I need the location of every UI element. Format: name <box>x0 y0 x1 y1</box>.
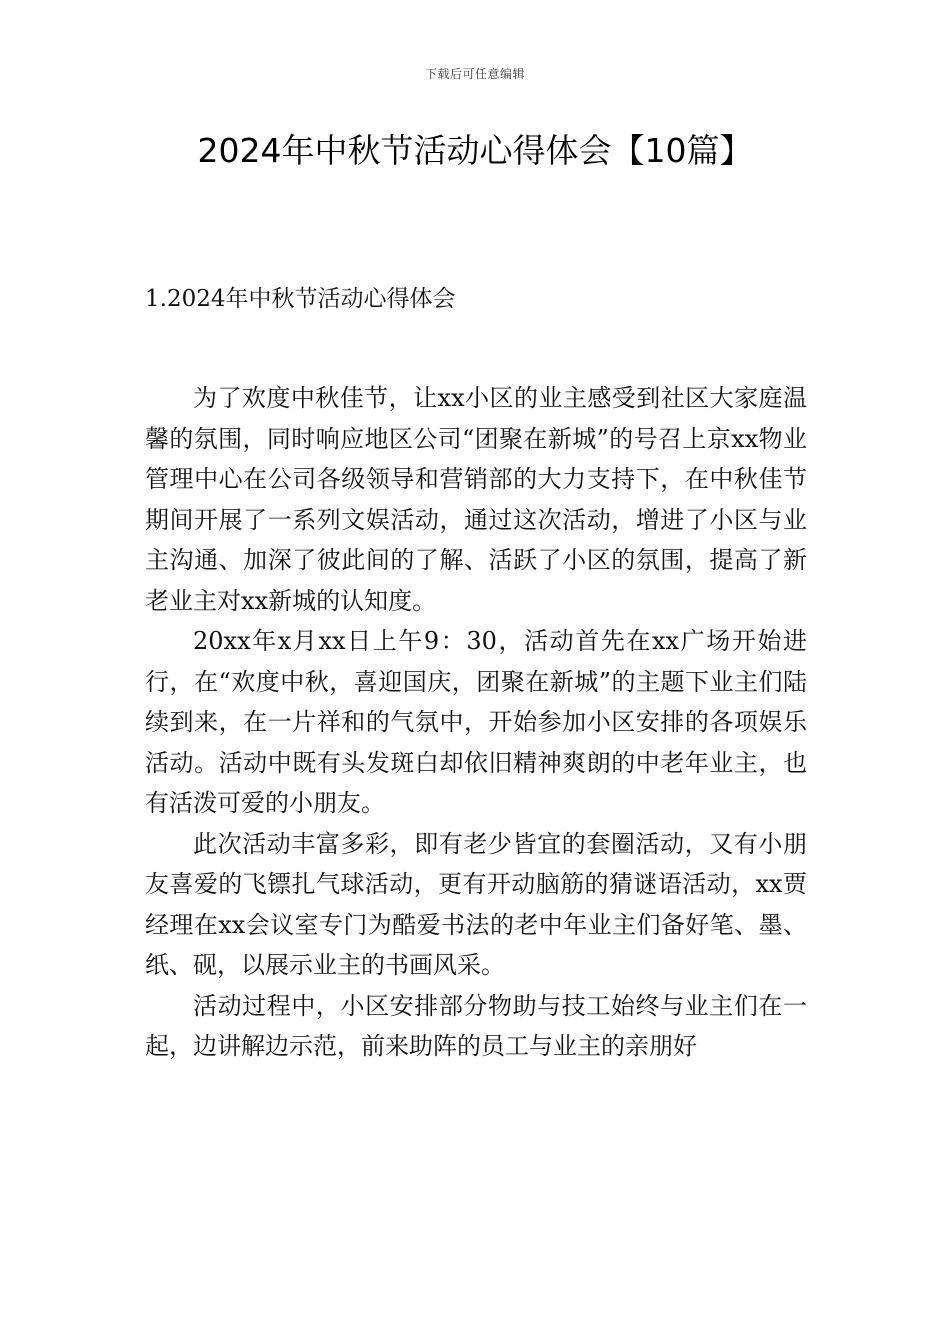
body-text <box>145 378 807 1067</box>
section-heading: 1.2024年中秋节活动心得体会 <box>145 286 456 312</box>
document-title: 2024年中秋节活动心得体会【10篇】 <box>197 131 753 170</box>
header-note: 下载后可任意编辑 <box>424 67 525 81</box>
paragraph-3: 此次活动丰富多彩，即有老少皆宜的套圈活动，又有小朋友喜爱的飞镖扎气球活动，更有开动脑筋的猜谜语活动，xx贾经理在xx会议室专门为酷爱书法的老中年业主们备好笔、墨、纸、砚，以展示业主的书画风采。 <box>145 829 807 979</box>
paragraph-1: 为了欢度中秋佳节，让xx小区的业主感受到社区大家庭温馨的氛围，同时响应地区公司“团聚在新城”的号召上京xx物业管理中心在公司各级领导和营销部的大力支持下，在中秋佳节期间开展了一系列文娱活动，通过这次活动，增进了小区与业主沟通、加深了彼此间的了解、活跃了小区的氛围，提高了新老业主对xx新城的认知度。 <box>145 384 807 615</box>
paragraph-4: 活动过程中，小区安排部分物助与技工始终与业主们在一起，边讲解边示范，前来助阵的员工与业主的亲朋好 <box>145 991 807 1060</box>
paragraph-2: 20xx年x月xx日上午9：30，活动首先在xx广场开始进行，在“欢度中秋，喜迎国庆，团聚在新城”的主题下业主们陆续到来，在一片祥和的气氛中，开始参加小区安排的各项娱乐活动。活动中既有头发斑白却依旧精神爽朗的中老年业主，也有活泼可爱的小朋友。 <box>145 627 807 817</box>
